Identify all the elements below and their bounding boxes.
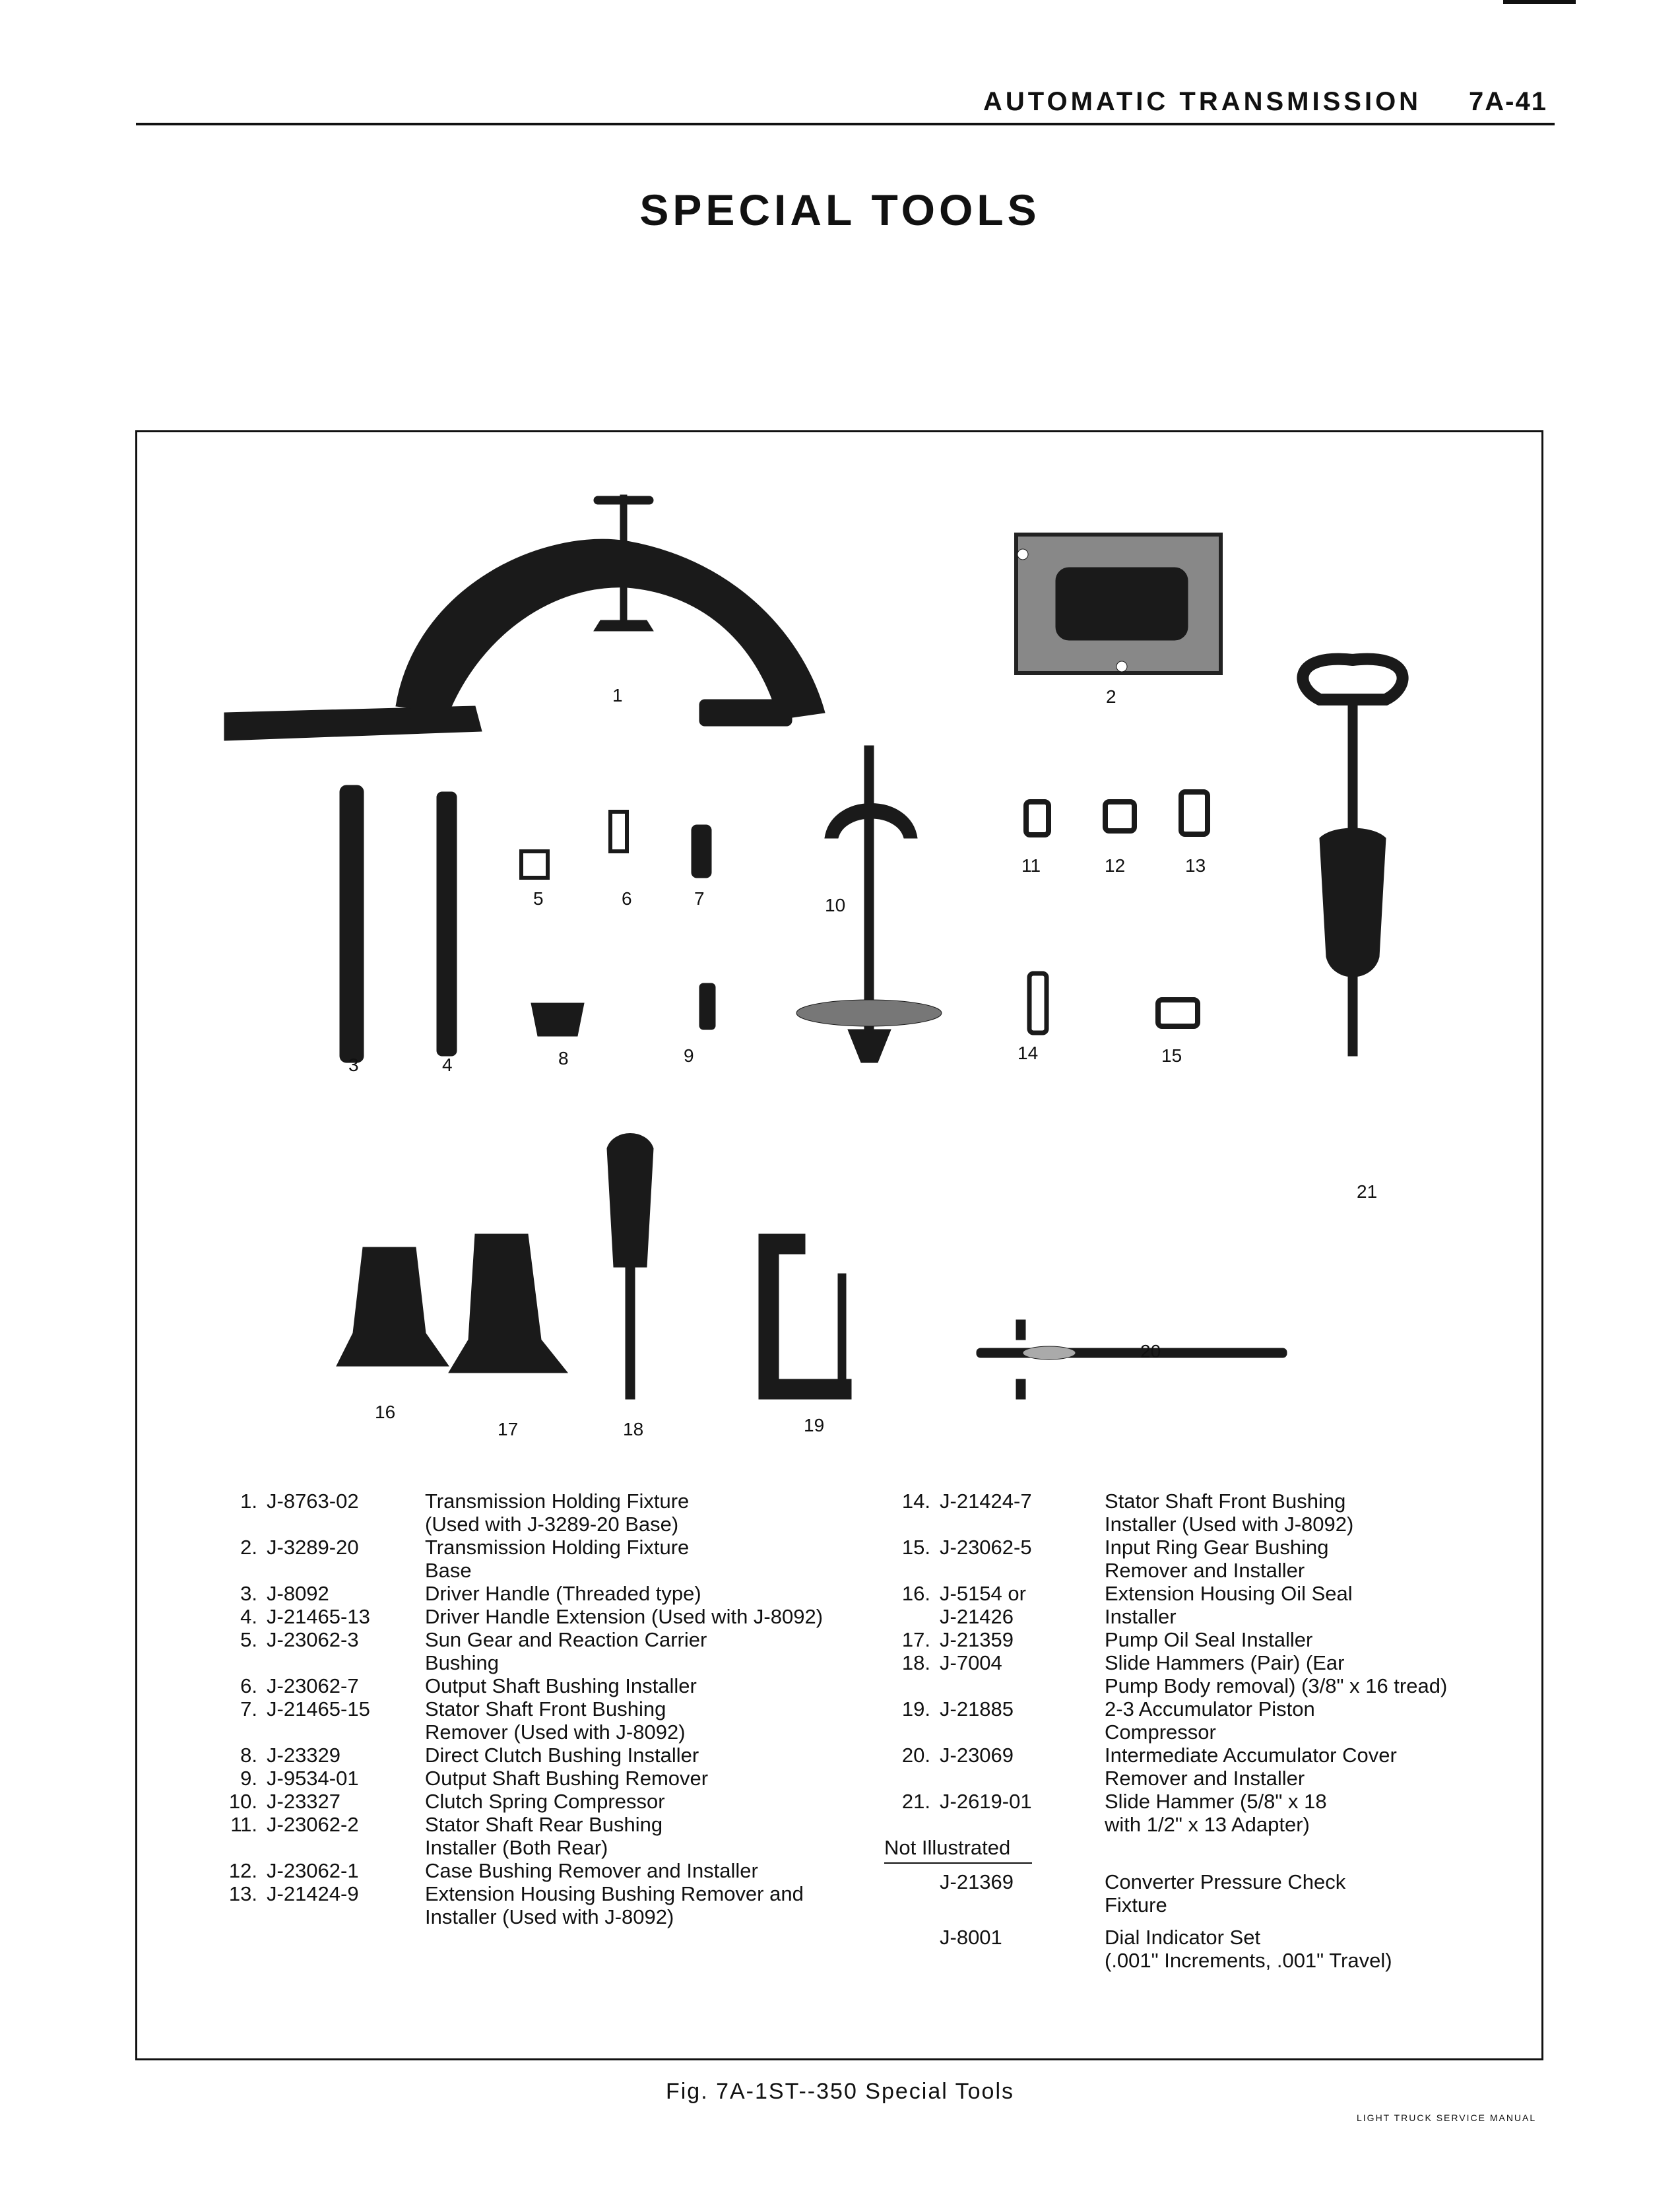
item-number: 21. — [901, 1790, 930, 1813]
item-part-number — [940, 1628, 1105, 1651]
part-number: J-21359 — [940, 1628, 1014, 1651]
callout-21: 21 — [1357, 1181, 1378, 1202]
part-number: J-23062-1 — [267, 1859, 359, 1882]
item-part-number — [267, 1697, 425, 1744]
item-part-number — [267, 1790, 425, 1813]
part-number: J-9534-01 — [267, 1767, 359, 1790]
item-number — [858, 1870, 940, 1917]
part-number: J-21465-15 — [267, 1697, 370, 1720]
description-line: Pump Body removal) (3/8" x 16 tread) — [1105, 1674, 1448, 1697]
item-description — [425, 1697, 686, 1744]
tool-list-item — [198, 1882, 891, 1928]
tool-bushing-12 — [1105, 802, 1134, 831]
item-description — [1105, 1490, 1353, 1536]
item-number: 3. — [240, 1582, 257, 1605]
item-description — [1105, 1744, 1397, 1790]
item-description — [1105, 1926, 1392, 1972]
tool-bushing-13 — [1181, 792, 1208, 834]
part-number: J-7004 — [940, 1651, 1002, 1674]
tool-list-item — [858, 1651, 1485, 1697]
tool-list-item — [198, 1628, 891, 1674]
item-part-number — [267, 1536, 425, 1582]
description-line: Installer (Used with J-8092) — [425, 1905, 674, 1928]
tool-list-item — [198, 1674, 891, 1697]
tool-seal-installer-17 — [449, 1234, 567, 1373]
item-number: 19. — [901, 1697, 930, 1720]
tool-bushing-15 — [1158, 1000, 1198, 1026]
callout-16: 16 — [375, 1402, 396, 1422]
item-part-number — [940, 1651, 1105, 1697]
header-page-number: 7A-41 — [1469, 87, 1547, 116]
callout-14: 14 — [1018, 1043, 1039, 1063]
item-number — [858, 1926, 940, 1972]
item-number: 20. — [901, 1744, 930, 1767]
tool-bushing-11 — [1026, 802, 1049, 835]
description-line: Remover and Installer — [1105, 1767, 1305, 1790]
item-description — [1105, 1628, 1312, 1651]
item-number: 14. — [901, 1490, 930, 1513]
description-line: Clutch Spring Compressor — [425, 1790, 665, 1813]
tool-list-item — [198, 1490, 891, 1536]
part-number: J-21369 — [940, 1870, 1014, 1893]
tool-list-item — [198, 1790, 891, 1813]
callout-10: 10 — [825, 895, 846, 915]
not-illustrated-rule — [884, 1862, 1032, 1864]
item-number: 15. — [901, 1536, 930, 1559]
tool-holding-fixture — [224, 495, 825, 740]
callout-3: 3 — [348, 1055, 359, 1075]
description-line: Input Ring Gear Bushing — [1105, 1536, 1329, 1559]
tool-list-item — [858, 1582, 1485, 1628]
item-description — [425, 1628, 707, 1674]
description-line: Output Shaft Bushing Installer — [425, 1674, 697, 1697]
part-number: J-3289-20 — [267, 1536, 359, 1559]
callout-15: 15 — [1161, 1045, 1182, 1066]
description-line: Installer — [1105, 1605, 1177, 1628]
description-line: Driver Handle (Threaded type) — [425, 1582, 701, 1605]
description-line: Base — [425, 1559, 472, 1582]
item-description — [425, 1582, 701, 1605]
item-description — [1105, 1697, 1315, 1744]
item-description — [425, 1605, 823, 1628]
part-number: J-23062-2 — [267, 1813, 359, 1836]
item-number: 10. — [228, 1790, 257, 1813]
part-number-alt: J-21426 — [940, 1605, 1014, 1628]
item-number: 12. — [228, 1859, 257, 1882]
item-number: 9. — [240, 1767, 257, 1790]
tool-list-item — [858, 1744, 1485, 1790]
item-description — [1105, 1651, 1447, 1697]
description-line: Direct Clutch Bushing Installer — [425, 1744, 699, 1767]
part-number: J-2619-01 — [940, 1790, 1032, 1813]
not-illustrated-list — [858, 1870, 1485, 1981]
item-number: 13. — [228, 1882, 257, 1905]
callout-17: 17 — [498, 1419, 519, 1439]
page-heading: SPECIAL TOOLS — [639, 185, 1041, 234]
item-description — [425, 1813, 662, 1859]
part-number: J-8092 — [267, 1582, 329, 1605]
description-line: Fixture — [1105, 1893, 1167, 1917]
tool-list-item — [198, 1697, 891, 1744]
corner-mark — [1503, 0, 1576, 4]
item-part-number — [267, 1674, 425, 1697]
item-number: 1. — [240, 1490, 257, 1513]
tool-list-item — [858, 1697, 1485, 1744]
part-number: J-23329 — [267, 1744, 341, 1767]
tool-driver-extension — [437, 792, 457, 1056]
item-number: 5. — [240, 1628, 257, 1651]
item-part-number — [267, 1744, 425, 1767]
description-line: Stator Shaft Rear Bushing — [425, 1813, 663, 1836]
tool-spring-compressor — [796, 746, 942, 1063]
description-line: Intermediate Accumulator Cover — [1105, 1744, 1397, 1767]
item-number: 8. — [240, 1744, 257, 1767]
tool-list-item — [858, 1536, 1485, 1582]
item-part-number — [267, 1628, 425, 1674]
item-number: 18. — [901, 1651, 930, 1674]
description-line: Extension Housing Oil Seal — [1105, 1582, 1353, 1605]
callout-13: 13 — [1185, 855, 1206, 876]
tool-list-item — [858, 1628, 1485, 1651]
tool-list-item — [198, 1536, 891, 1582]
figure-caption: Fig. 7A-1ST--350 Special Tools — [665, 2079, 1015, 2104]
item-description — [425, 1859, 758, 1882]
item-description — [425, 1790, 665, 1813]
item-description — [425, 1674, 697, 1697]
description-line: Installer (Both Rear) — [425, 1836, 608, 1859]
description-line: with 1/2" x 13 Adapter) — [1105, 1813, 1310, 1836]
tool-list-item — [198, 1582, 891, 1605]
description-line: Compressor — [1105, 1720, 1216, 1744]
callout-11: 11 — [1021, 855, 1041, 876]
description-line: (.001" Increments, .001" Travel) — [1105, 1949, 1392, 1972]
part-number: J-23062-3 — [267, 1628, 359, 1651]
callout-19: 19 — [804, 1415, 825, 1435]
callout-6: 6 — [622, 888, 632, 909]
item-part-number — [267, 1582, 425, 1605]
part-number: J-23069 — [940, 1744, 1014, 1767]
tool-slide-hammer-18 — [607, 1134, 653, 1400]
callout-1: 1 — [612, 685, 623, 705]
tool-bushing-5 — [521, 851, 548, 878]
tool-list-item — [858, 1926, 1485, 1972]
tool-list-item — [198, 1813, 891, 1859]
tool-list-item — [198, 1605, 891, 1628]
callout-4: 4 — [442, 1055, 453, 1075]
callout-5: 5 — [533, 888, 544, 909]
description-line: Driver Handle Extension (Used with J-8092) — [425, 1605, 824, 1628]
item-part-number — [940, 1582, 1105, 1628]
description-line: Sun Gear and Reaction Carrier — [425, 1628, 707, 1651]
item-description — [1105, 1536, 1329, 1582]
description-line: Stator Shaft Front Bushing — [425, 1697, 666, 1720]
callout-2: 2 — [1106, 686, 1116, 707]
tool-compressor-screw — [838, 1274, 846, 1379]
item-part-number — [940, 1490, 1105, 1536]
description-line: Dial Indicator Set — [1105, 1926, 1261, 1949]
item-part-number — [940, 1870, 1105, 1917]
description-line: Transmission Holding Fixture — [425, 1536, 690, 1559]
callout-8: 8 — [558, 1048, 569, 1068]
tool-slide-hammer-21 — [1303, 659, 1402, 1056]
item-description — [425, 1490, 689, 1536]
tool-list-item — [858, 1490, 1485, 1536]
item-description — [425, 1536, 689, 1582]
item-number: 7. — [240, 1697, 257, 1720]
item-description — [1105, 1582, 1353, 1628]
callout-20: 20 — [1140, 1341, 1161, 1361]
callout-18: 18 — [623, 1419, 644, 1439]
description-line: Bushing — [425, 1651, 500, 1674]
part-number: J-23062-7 — [267, 1674, 359, 1697]
item-part-number — [267, 1767, 425, 1790]
item-description — [1105, 1870, 1345, 1917]
description-line: Stator Shaft Front Bushing — [1105, 1490, 1346, 1513]
tool-accumulator-compressor — [759, 1234, 851, 1399]
tool-seal-installer-16 — [337, 1247, 449, 1366]
item-part-number — [267, 1859, 425, 1882]
part-number: J-21424-7 — [940, 1490, 1032, 1513]
callout-7: 7 — [694, 888, 705, 909]
item-number: 2. — [240, 1536, 257, 1559]
header-rule — [136, 123, 1555, 125]
item-part-number — [940, 1790, 1105, 1836]
description-line: Remover (Used with J-8092) — [425, 1720, 686, 1744]
tool-bushing-14 — [1029, 973, 1047, 1033]
description-line: Output Shaft Bushing Remover — [425, 1767, 709, 1790]
tool-list-left — [198, 1490, 891, 1928]
item-description — [425, 1767, 708, 1790]
item-number: 6. — [240, 1674, 257, 1697]
tool-bushing-8 — [531, 1003, 584, 1036]
tool-list-item — [858, 1790, 1485, 1836]
description-line: Installer (Used with J-8092) — [1105, 1513, 1354, 1536]
part-number: J-23062-5 — [940, 1536, 1032, 1559]
item-description — [425, 1744, 699, 1767]
tool-list-right — [858, 1490, 1485, 1836]
tool-bushing-7 — [692, 825, 711, 878]
item-number: 4. — [240, 1605, 257, 1628]
callout-12: 12 — [1105, 855, 1126, 876]
tool-list-item — [858, 1870, 1485, 1917]
part-number: J-21885 — [940, 1697, 1014, 1720]
not-illustrated-heading: Not Illustrated — [884, 1836, 1011, 1859]
item-part-number — [940, 1926, 1105, 1972]
item-part-number — [267, 1490, 425, 1536]
item-number: 16. — [901, 1582, 930, 1605]
part-number: J-21424-9 — [267, 1882, 359, 1905]
description-line: Case Bushing Remover and Installer — [425, 1859, 758, 1882]
item-part-number — [267, 1605, 425, 1628]
tool-fixture-base — [1016, 535, 1221, 673]
item-part-number — [940, 1697, 1105, 1744]
description-line: Remover and Installer — [1105, 1559, 1305, 1582]
callout-9: 9 — [684, 1045, 694, 1066]
tool-list-item — [198, 1767, 891, 1790]
item-part-number — [267, 1882, 425, 1928]
item-part-number — [940, 1536, 1105, 1582]
item-number: 11. — [230, 1813, 257, 1836]
tool-bushing-6 — [610, 812, 627, 851]
tool-list-item — [198, 1859, 891, 1882]
item-part-number — [267, 1813, 425, 1859]
item-description — [425, 1882, 804, 1928]
tool-list-item — [198, 1744, 891, 1767]
description-line: Pump Oil Seal Installer — [1105, 1628, 1313, 1651]
item-number: 17. — [901, 1628, 930, 1651]
part-number: J-23327 — [267, 1790, 341, 1813]
description-line: Extension Housing Bushing Remover and — [425, 1882, 804, 1905]
item-part-number — [940, 1744, 1105, 1790]
description-line: (Used with J-3289-20 Base) — [425, 1513, 679, 1536]
part-number: J-21465-13 — [267, 1605, 370, 1628]
part-number: J-8001 — [940, 1926, 1002, 1949]
tool-bushing-9 — [699, 983, 715, 1030]
tool-driver-handle — [340, 785, 364, 1063]
part-number: J-5154 or — [940, 1582, 1026, 1605]
footer-text: LIGHT TRUCK SERVICE MANUAL — [1357, 2113, 1537, 2123]
description-line: Converter Pressure Check — [1105, 1870, 1346, 1893]
item-description — [1105, 1790, 1327, 1836]
special-tools-photo — [198, 482, 1438, 1458]
description-line: Slide Hammer (5/8" x 18 — [1105, 1790, 1327, 1813]
tool-cover-remover — [977, 1320, 1287, 1399]
description-line: 2-3 Accumulator Piston — [1105, 1697, 1315, 1720]
part-number: J-8763-02 — [267, 1490, 359, 1513]
description-line: Slide Hammers (Pair) (Ear — [1105, 1651, 1345, 1674]
description-line: Transmission Holding Fixture — [425, 1490, 690, 1513]
header-title: AUTOMATIC TRANSMISSION — [983, 87, 1422, 116]
